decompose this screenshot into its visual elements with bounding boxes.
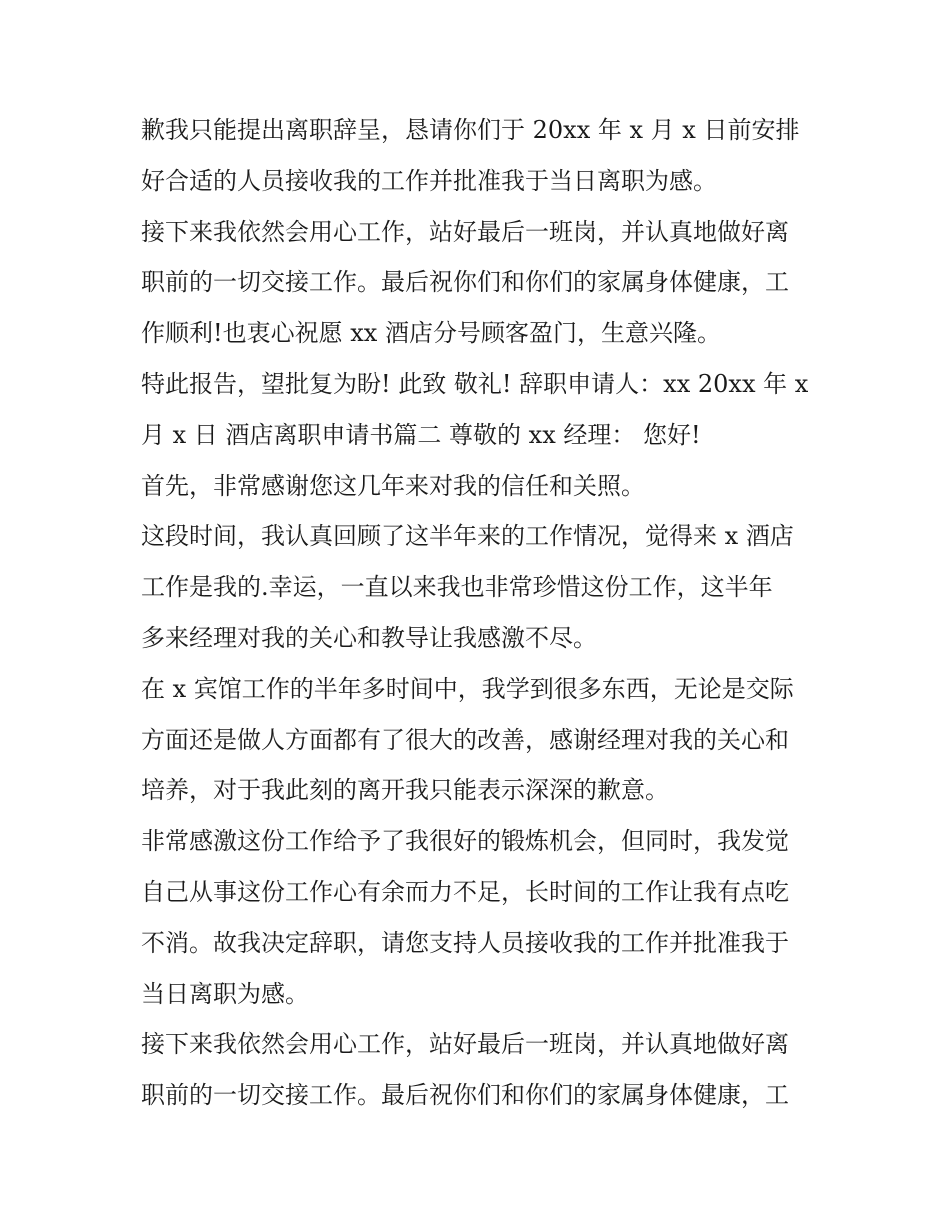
text-line: 当日离职为感。 xyxy=(141,979,309,1008)
text-line: 自己从事这份工作心有余而力不足，长时间的工作让我有点吃 xyxy=(141,877,789,906)
text-line: 不消。故我决定辞职，请您支持人员接收我的工作并批准我于 xyxy=(141,928,789,957)
text-line: 接下来我依然会用心工作，站好最后一班岗，并认真地做好离 xyxy=(141,1030,789,1059)
document-body xyxy=(141,105,821,1121)
text-line: 好合适的人员接收我的工作并批准我于当日离职为感。 xyxy=(141,166,717,195)
text-line: 这段时间，我认真回顾了这半年来的工作情况，觉得来 x 酒店 xyxy=(141,522,794,551)
text-line: 多来经理对我的关心和教导让我感激不尽。 xyxy=(141,623,597,652)
text-line: 工作是我的.幸运，一直以来我也非常珍惜这份工作，这半年 xyxy=(141,573,773,602)
text-line: 首先，非常感谢您这几年来对我的信任和关照。 xyxy=(141,471,645,500)
text-line: 月 x 日 酒店离职申请书篇二 尊敬的 xx 经理： 您好! xyxy=(141,420,701,449)
text-line: 接下来我依然会用心工作，站好最后一班岗，并认真地做好离 xyxy=(141,217,789,246)
text-line: 职前的一切交接工作。最后祝你们和你们的家属身体健康，工 xyxy=(141,1081,789,1110)
text-line: 方面还是做人方面都有了很大的改善，感谢经理对我的关心和 xyxy=(141,725,789,754)
text-line: 在 x 宾馆工作的半年多时间中，我学到很多东西，无论是交际 xyxy=(141,674,794,703)
text-line: 职前的一切交接工作。最后祝你们和你们的家属身体健康，工 xyxy=(141,268,789,297)
text-line: 作顺利!也衷心祝愿 xx 酒店分号顾客盈门，生意兴隆。 xyxy=(141,319,721,348)
text-line: 培养，对于我此刻的离开我只能表示深深的歉意。 xyxy=(141,776,669,805)
text-line: 特此报告，望批复为盼! 此致 敬礼! 辞职申请人：xx 20xx 年 x xyxy=(141,369,809,398)
text-line: 歉我只能提出离职辞呈，恳请你们于 20xx 年 x 月 x 日前安排 xyxy=(141,116,800,144)
text-line: 非常感激这份工作给予了我很好的锻炼机会，但同时，我发觉 xyxy=(141,827,789,856)
